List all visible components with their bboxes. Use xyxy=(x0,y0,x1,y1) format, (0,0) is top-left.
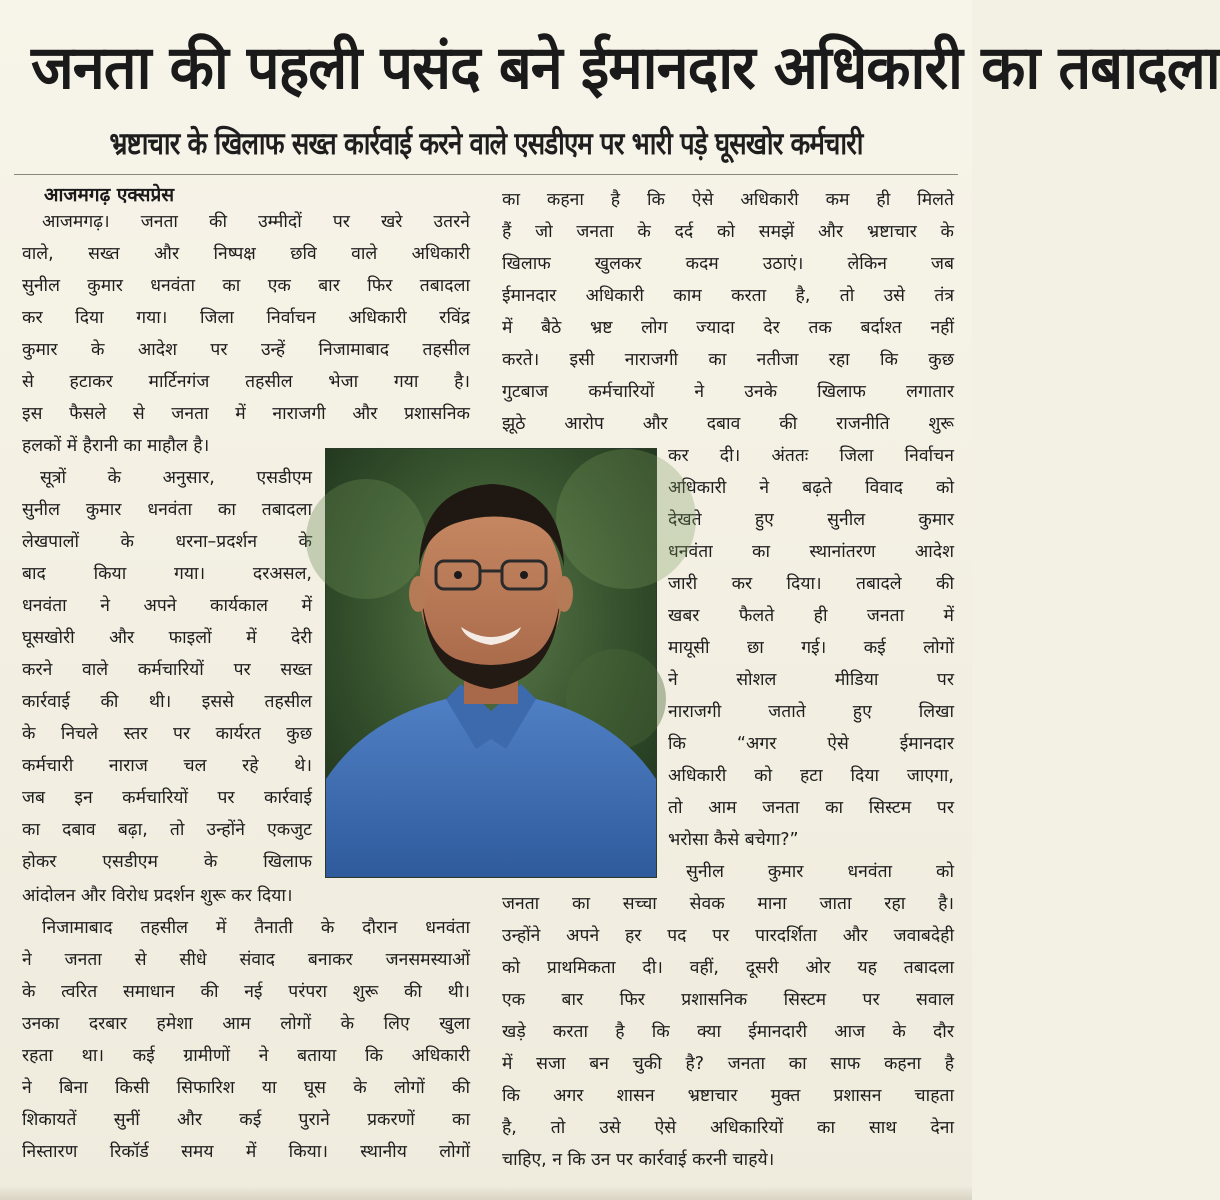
article-line: उनका दरबार हमेशा आम लोगों के लिए खुला xyxy=(22,1014,470,1034)
article-line: भरोसा कैसे बचेगा?” xyxy=(668,830,799,850)
article-line: का दबाव बढ़ा, तो उन्होंने एकजुट xyxy=(22,820,312,840)
article-line: सुनील कुमार धनवंता को xyxy=(686,862,954,882)
article-line: इस फैसले से जनता में नाराजगी और प्रशासनिक xyxy=(22,404,470,424)
article-line: को प्राथमिकता दी। वहीं, दूसरी ओर यह तबादला xyxy=(502,958,954,978)
article-line: ने जनता से सीधे संवाद बनाकर जनसमस्याओं xyxy=(22,950,470,970)
article-line: है, तो उसे ऐसे अधिकारियों का साथ देना xyxy=(502,1118,954,1138)
byline: आजमगढ़ एक्सप्रेस xyxy=(44,184,175,206)
article-line: कर दिया गया। जिला निर्वाचन अधिकारी रविंद्र xyxy=(22,308,470,328)
article-line: के त्वरित समाधान की नई परंपरा शुरू की थी। xyxy=(22,982,470,1002)
article-line: सूत्रों के अनुसार, एसडीएम xyxy=(40,468,312,488)
article-line: नाराजगी जताते हुए लिखा xyxy=(668,702,954,722)
subheadline: भ्रष्टाचार के खिलाफ सख्त कार्रवाई करने वाले एसडीएम पर भारी पड़े घूसखोर कर्मचारी xyxy=(109,126,863,162)
article-line: अधिकारी को हटा दिया जाएगा, xyxy=(668,766,954,786)
article-line: जारी कर दिया। तबादले की xyxy=(668,574,954,594)
article-line: अधिकारी ने बढ़ते विवाद को xyxy=(668,478,954,498)
article-line: जब इन कर्मचारियों पर कार्रवाई xyxy=(22,788,312,808)
article-line: चाहिए, न कि उन पर कार्रवाई करनी चाहये। xyxy=(502,1150,775,1170)
article-line: के निचले स्तर पर कार्यरत कुछ xyxy=(22,724,312,744)
article-line: निस्तारण रिकॉर्ड समय में किया। स्थानीय लोगों xyxy=(22,1142,470,1162)
headline: जनता की पहली पसंद बने ईमानदार अधिकारी का तबादला xyxy=(30,33,1220,103)
article-line: होकर एसडीएम के खिलाफ xyxy=(22,852,312,872)
article-line: ने बिना किसी सिफारिश या घूस के लोगों की xyxy=(22,1078,470,1098)
article-line: कार्रवाई की थी। इससे तहसील xyxy=(22,692,312,712)
article-line: हलकों में हैरानी का माहौल है। xyxy=(22,436,210,456)
article-line: धनवंता का स्थानांतरण आदेश xyxy=(668,542,954,562)
article-line: धनवंता ने अपने कार्यकाल में xyxy=(22,596,312,616)
officer-photo xyxy=(325,448,657,878)
article-line: शिकायतें सुनीं और कई पुराने प्रकरणों का xyxy=(22,1110,470,1130)
article-line: कुमार के आदेश पर उन्हें निजामाबाद तहसील xyxy=(22,340,470,360)
article-line: कर दी। अंततः जिला निर्वाचन xyxy=(668,446,954,466)
article-line: निजामाबाद तहसील में तैनाती के दौरान धनवंता xyxy=(42,918,470,938)
article-line: करने वाले कर्मचारियों पर सख्त xyxy=(22,660,312,680)
article-line: मायूसी छा गई। कई लोगों xyxy=(668,638,954,658)
article-line: में बैठे भ्रष्ट लोग ज्यादा देर तक बर्दाश्त नहीं xyxy=(502,318,954,338)
article-line: लेखपालों के धरना–प्रदर्शन के xyxy=(22,532,312,552)
article-line: एक बार फिर प्रशासनिक सिस्टम पर सवाल xyxy=(502,990,954,1010)
article-line: खिलाफ खुलकर कदम उठाएं। लेकिन जब xyxy=(502,254,954,274)
portrait-illustration xyxy=(326,449,656,877)
article-line: कि “अगर ऐसे ईमानदार xyxy=(668,734,954,754)
article-line: बाद किया गया। दरअसल, xyxy=(22,564,312,584)
article-line: उन्होंने अपने हर पद पर पारदर्शिता और जवाबदेही xyxy=(502,926,954,946)
article-line: कि अगर शासन भ्रष्टाचार मुक्त प्रशासन चाहता xyxy=(502,1086,954,1106)
article-line: ईमानदार अधिकारी काम करता है, तो उसे तंत्र xyxy=(502,286,954,306)
article-line: गुटबाज कर्मचारियों ने उनके खिलाफ लगातार xyxy=(502,382,954,402)
article-line: करते। इसी नाराजगी का नतीजा रहा कि कुछ xyxy=(502,350,954,370)
article-line: का कहना है कि ऐसे अधिकारी कम ही मिलते xyxy=(502,190,954,210)
article-line: ने सोशल मीडिया पर xyxy=(668,670,954,690)
article-line: खड़े करता है कि क्या ईमानदारी आज के दौर xyxy=(502,1022,954,1042)
article-line: सुनील कुमार धनवंता का एक बार फिर तबादला xyxy=(22,276,470,296)
article-line: घूसखोरी और फाइलों में देरी xyxy=(22,628,312,648)
article-line: में सजा बन चुकी है? जनता का साफ कहना है xyxy=(502,1054,954,1074)
article-line: वाले, सख्त और निष्पक्ष छवि वाले अधिकारी xyxy=(22,244,470,264)
article-line: जनता का सच्चा सेवक माना जाता रहा है। xyxy=(502,894,954,914)
article-line: आंदोलन और विरोध प्रदर्शन शुरू कर दिया। xyxy=(22,886,293,906)
article-line: देखते हुए सुनील कुमार xyxy=(668,510,954,530)
article-line: रहता था। कई ग्रामीणों ने बताया कि अधिकारी xyxy=(22,1046,470,1066)
article-line: तो आम जनता का सिस्टम पर xyxy=(668,798,954,818)
divider xyxy=(14,174,958,175)
article-line: झूठे आरोप और दबाव की राजनीति शुरू xyxy=(502,414,954,434)
article-line: आजमगढ़। जनता की उम्मीदों पर खरे उतरने xyxy=(42,212,470,232)
page-bottom-edge xyxy=(0,1186,972,1200)
article-line: हैं जो जनता के दर्द को समझें और भ्रष्टाचार के xyxy=(502,222,954,242)
article-line: कर्मचारी नाराज चल रहे थे। xyxy=(22,756,312,776)
article-line: खबर फैलते ही जनता में xyxy=(668,606,954,626)
article-line: सुनील कुमार धनवंता का तबादला xyxy=(22,500,312,520)
article-line: से हटाकर मार्टिनगंज तहसील भेजा गया है। xyxy=(22,372,470,392)
